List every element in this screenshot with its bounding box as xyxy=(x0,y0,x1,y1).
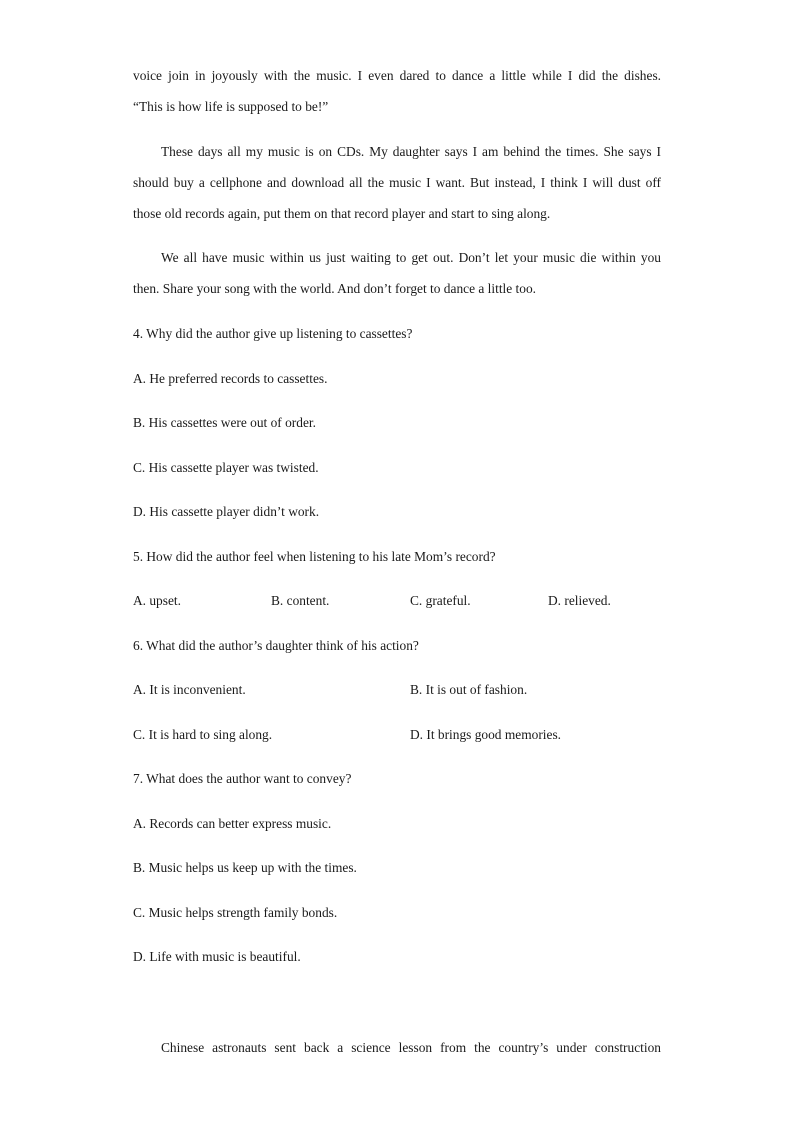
question-6-stem: 6. What did the author’s daughter think of his action? xyxy=(133,638,419,653)
question-7-option-b: B. Music helps us keep up with the times. xyxy=(133,860,357,875)
question-7-option-c: C. Music helps strength family bonds. xyxy=(133,905,338,920)
question-5-option-c: C. grateful. xyxy=(410,593,471,608)
passage-p2-line-3: those old records again, put them on that record player and start to sing along. xyxy=(133,206,551,221)
question-4-option-a: A. He preferred records to cassettes. xyxy=(133,371,328,386)
passage-p1-line-2: “This is how life is supposed to be!” xyxy=(133,99,329,114)
question-7-option-a: A. Records can better express music. xyxy=(133,816,332,831)
question-7-stem: 7. What does the author want to convey? xyxy=(133,771,352,786)
question-4-stem: 4. Why did the author give up listening to cassettes? xyxy=(133,326,413,341)
question-5-option-b: B. content. xyxy=(271,593,330,608)
question-7-option-d: D. Life with music is beautiful. xyxy=(133,949,301,964)
question-4-option-d: D. His cassette player didn’t work. xyxy=(133,504,320,519)
question-6-option-c: C. It is hard to sing along. xyxy=(133,727,273,742)
question-5-stem: 5. How did the author feel when listening to his late Mom’s record? xyxy=(133,549,496,564)
passage-p3-line-1: We all have music within us just waiting to get out. Don’t let your music die within you xyxy=(161,250,661,265)
next-passage-line-1: Chinese astronauts sent back a science lesson from the country’s under construction xyxy=(161,1040,661,1055)
question-4-option-c: C. His cassette player was twisted. xyxy=(133,460,319,475)
question-6-option-a: A. It is inconvenient. xyxy=(133,682,246,697)
passage-p2-line-1: These days all my music is on CDs. My daughter says I am behind the times. She says I xyxy=(161,144,661,159)
question-4-option-b: B. His cassettes were out of order. xyxy=(133,415,316,430)
question-6-option-b: B. It is out of fashion. xyxy=(410,682,528,697)
question-5-option-d: D. relieved. xyxy=(548,593,611,608)
question-6-option-d: D. It brings good memories. xyxy=(410,727,561,742)
passage-p1-line-1: voice join in joyously with the music. I even dared to dance a little while I did the dishes. xyxy=(133,68,661,83)
passage-p3-line-2: then. Share your song with the world. And don’t forget to dance a little too. xyxy=(133,281,537,296)
passage-p2-line-2: should buy a cellphone and download all the music I want. But instead, I think I will dust off xyxy=(133,175,661,190)
question-5-option-a: A. upset. xyxy=(133,593,181,608)
